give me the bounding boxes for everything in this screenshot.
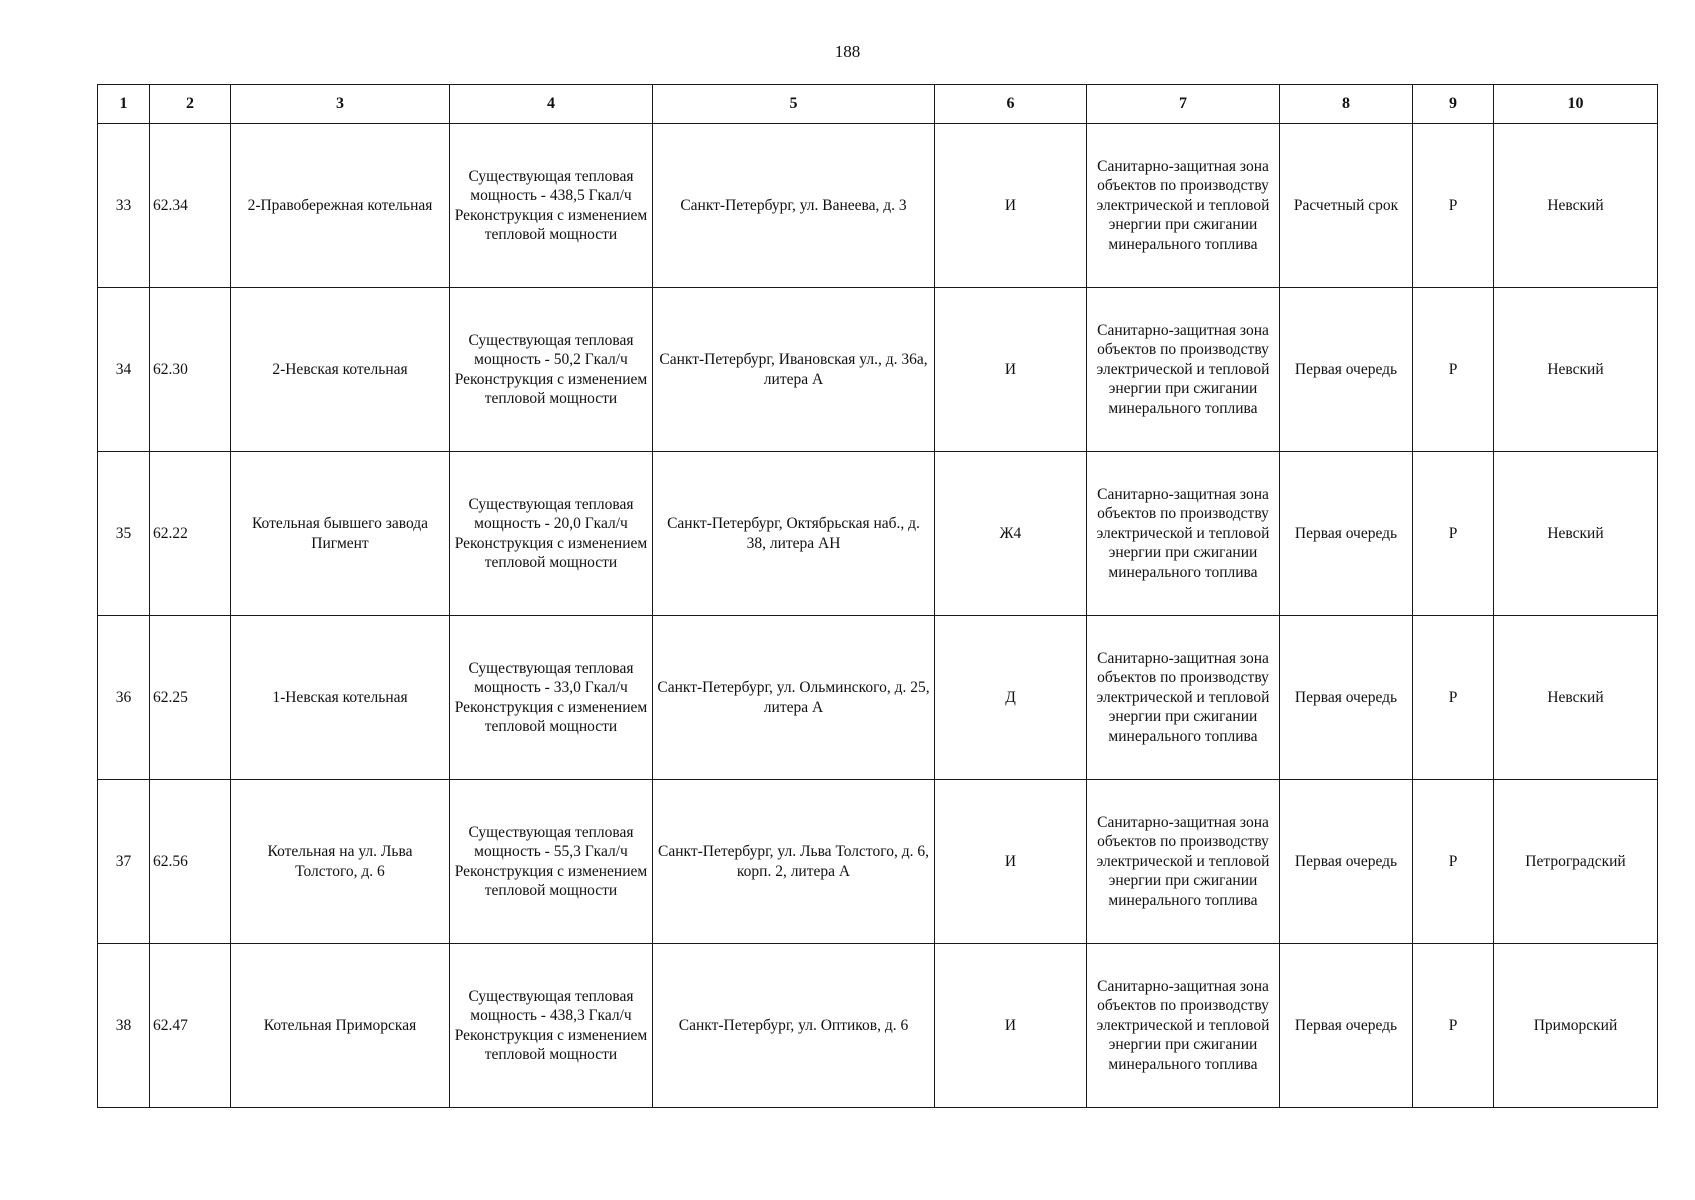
restriction-cell: Санитарно-защитная зона объектов по производству электрической и тепловой энергии при сжигании минерального топлива <box>1087 944 1280 1108</box>
district-cell: Невский <box>1494 452 1658 616</box>
description-cell: Существующая тепловая мощность - 33,0 Гкал/ч Реконструкция с изменением тепловой мощности <box>450 616 653 780</box>
restriction-cell: Санитарно-защитная зона объектов по производству электрической и тепловой энергии при сжигании минерального топлива <box>1087 288 1280 452</box>
row-number-cell: 34 <box>98 288 150 452</box>
column-header-4: 4 <box>450 85 653 124</box>
object-code-cell: 62.30 <box>150 288 231 452</box>
row-number-cell: 38 <box>98 944 150 1108</box>
column-header-2: 2 <box>150 85 231 124</box>
status-cell: Р <box>1413 288 1494 452</box>
restriction-cell: Санитарно-защитная зона объектов по производству электрической и тепловой энергии при сжигании минерального топлива <box>1087 124 1280 288</box>
object-name-cell: 2-Правобережная котельная <box>231 124 450 288</box>
object-name-cell: Котельная на ул. Льва Толстого, д. 6 <box>231 780 450 944</box>
restriction-cell: Санитарно-защитная зона объектов по производству электрической и тепловой энергии при сжигании минерального топлива <box>1087 452 1280 616</box>
address-cell: Санкт-Петербург, ул. Льва Толстого, д. 6, корп. 2, литера А <box>653 780 935 944</box>
column-header-6: 6 <box>935 85 1087 124</box>
description-cell: Существующая тепловая мощность - 50,2 Гкал/ч Реконструкция с изменением тепловой мощности <box>450 288 653 452</box>
status-cell: Р <box>1413 944 1494 1108</box>
object-name-cell: 1-Невская котельная <box>231 616 450 780</box>
district-cell: Приморский <box>1494 944 1658 1108</box>
column-header-10: 10 <box>1494 85 1658 124</box>
status-cell: Р <box>1413 616 1494 780</box>
zone-cell: И <box>935 944 1087 1108</box>
address-cell: Санкт-Петербург, Ивановская ул., д. 36а, литера А <box>653 288 935 452</box>
column-header-8: 8 <box>1280 85 1413 124</box>
object-code-cell: 62.34 <box>150 124 231 288</box>
column-header-7: 7 <box>1087 85 1280 124</box>
row-number-cell: 37 <box>98 780 150 944</box>
zone-cell: И <box>935 288 1087 452</box>
address-cell: Санкт-Петербург, ул. Оптиков, д. 6 <box>653 944 935 1108</box>
term-cell: Расчетный срок <box>1280 124 1413 288</box>
column-header-1: 1 <box>98 85 150 124</box>
object-code-cell: 62.25 <box>150 616 231 780</box>
object-name-cell: 2-Невская котельная <box>231 288 450 452</box>
column-header-3: 3 <box>231 85 450 124</box>
zone-cell: И <box>935 124 1087 288</box>
description-cell: Существующая тепловая мощность - 55,3 Гкал/ч Реконструкция с изменением тепловой мощности <box>450 780 653 944</box>
object-code-cell: 62.22 <box>150 452 231 616</box>
term-cell: Первая очередь <box>1280 288 1413 452</box>
description-cell: Существующая тепловая мощность - 438,5 Гкал/ч Реконструкция с изменением тепловой мощности <box>450 124 653 288</box>
zone-cell: Д <box>935 616 1087 780</box>
column-header-9: 9 <box>1413 85 1494 124</box>
page-number: 188 <box>834 42 861 61</box>
row-number-cell: 36 <box>98 616 150 780</box>
object-code-cell: 62.56 <box>150 780 231 944</box>
table-row <box>98 452 1658 616</box>
term-cell: Первая очередь <box>1280 452 1413 616</box>
restriction-cell: Санитарно-защитная зона объектов по производству электрической и тепловой энергии при сжигании минерального топлива <box>1087 616 1280 780</box>
table-row <box>98 124 1658 288</box>
term-cell: Первая очередь <box>1280 944 1413 1108</box>
address-cell: Санкт-Петербург, Октябрьская наб., д. 38, литера АН <box>653 452 935 616</box>
object-name-cell: Котельная Приморская <box>231 944 450 1108</box>
zone-cell: Ж4 <box>935 452 1087 616</box>
table-body <box>98 124 1658 1108</box>
district-cell: Невский <box>1494 616 1658 780</box>
address-cell: Санкт-Петербург, ул. Ольминского, д. 25, литера А <box>653 616 935 780</box>
zone-cell: И <box>935 780 1087 944</box>
column-header-5: 5 <box>653 85 935 124</box>
table-row <box>98 616 1658 780</box>
header-row <box>98 85 1658 124</box>
object-code-cell: 62.47 <box>150 944 231 1108</box>
term-cell: Первая очередь <box>1280 780 1413 944</box>
status-cell: Р <box>1413 124 1494 288</box>
row-number-cell: 33 <box>98 124 150 288</box>
boiler-houses-table <box>97 84 1658 1108</box>
table-row <box>98 288 1658 452</box>
description-cell: Существующая тепловая мощность - 20,0 Гкал/ч Реконструкция с изменением тепловой мощности <box>450 452 653 616</box>
district-cell: Петроградский <box>1494 780 1658 944</box>
description-cell: Существующая тепловая мощность - 438,3 Гкал/ч Реконструкция с изменением тепловой мощности <box>450 944 653 1108</box>
term-cell: Первая очередь <box>1280 616 1413 780</box>
status-cell: Р <box>1413 780 1494 944</box>
row-number-cell: 35 <box>98 452 150 616</box>
table-row <box>98 780 1658 944</box>
district-cell: Невский <box>1494 288 1658 452</box>
restriction-cell: Санитарно-защитная зона объектов по производству электрической и тепловой энергии при сжигании минерального топлива <box>1087 780 1280 944</box>
address-cell: Санкт-Петербург, ул. Ванеева, д. 3 <box>653 124 935 288</box>
object-name-cell: Котельная бывшего завода Пигмент <box>231 452 450 616</box>
status-cell: Р <box>1413 452 1494 616</box>
district-cell: Невский <box>1494 124 1658 288</box>
table-header <box>98 85 1658 124</box>
table-row <box>98 944 1658 1108</box>
